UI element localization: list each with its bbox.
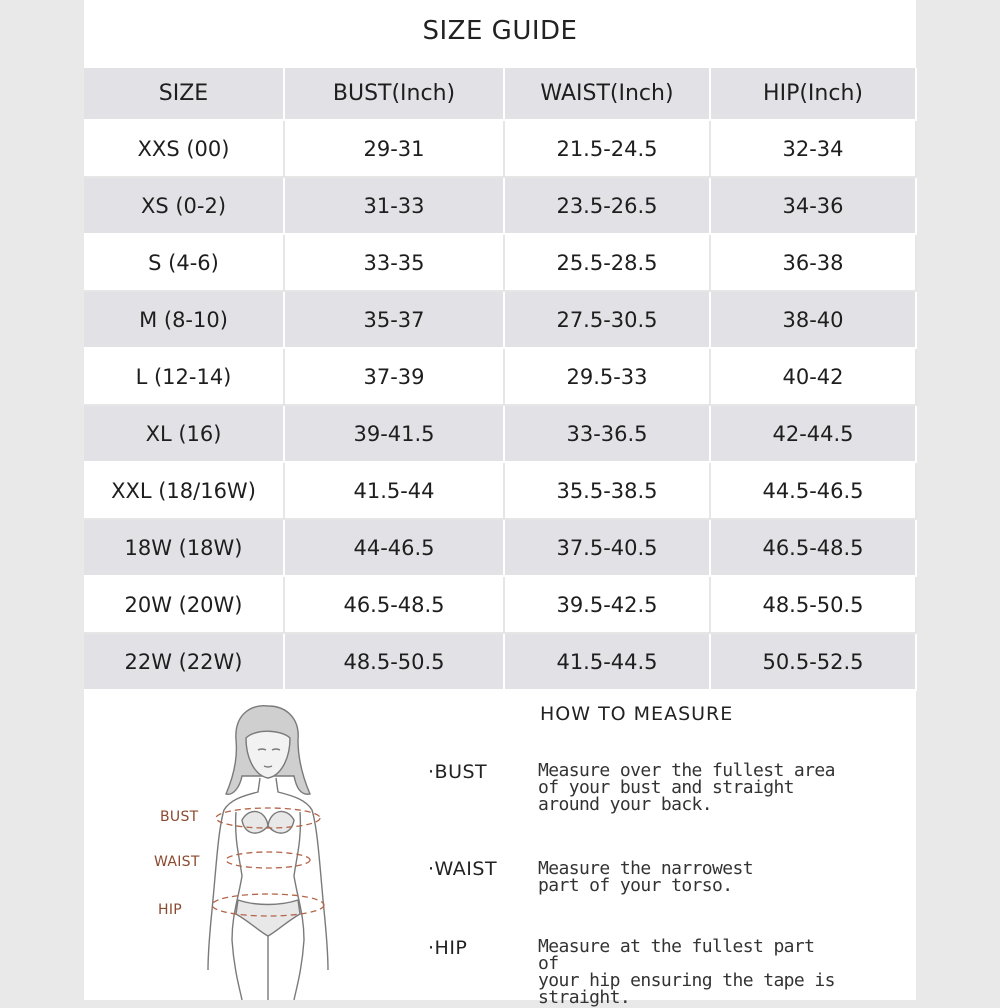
cell-size: 18W (18W) — [84, 519, 284, 576]
measure-key-waist: ·WAIST — [428, 858, 498, 880]
cell-hip: 34-36 — [710, 177, 916, 234]
cell-bust: 48.5-50.5 — [284, 633, 504, 690]
desc-line: straight. — [538, 987, 631, 1008]
how-to-measure-title: HOW TO MEASURE — [540, 703, 734, 725]
table-row — [84, 576, 916, 633]
table-row — [84, 348, 916, 405]
cell-bust: 31-33 — [284, 177, 504, 234]
cell-size: XS (0-2) — [84, 177, 284, 234]
cell-size: S (4-6) — [84, 234, 284, 291]
measure-key-bust: ·BUST — [428, 761, 488, 783]
cell-hip: 46.5-48.5 — [710, 519, 916, 576]
cell-size: 20W (20W) — [84, 576, 284, 633]
table-header-row — [84, 68, 916, 120]
table-row — [84, 177, 916, 234]
cell-size: XXS (00) — [84, 120, 284, 177]
header-hip: HIP(Inch) — [710, 68, 916, 120]
figure-label-waist: WAIST — [154, 854, 200, 870]
cell-size: XL (16) — [84, 405, 284, 462]
cell-size: M (8-10) — [84, 291, 284, 348]
desc-line: of your bust and straight — [538, 777, 794, 798]
cell-waist: 35.5-38.5 — [504, 462, 710, 519]
size-table — [84, 68, 917, 691]
cell-bust: 44-46.5 — [284, 519, 504, 576]
table-row — [84, 519, 916, 576]
cell-bust: 35-37 — [284, 291, 504, 348]
table-row — [84, 405, 916, 462]
measure-desc-bust — [538, 762, 838, 813]
cell-waist: 41.5-44.5 — [504, 633, 710, 690]
cell-hip: 48.5-50.5 — [710, 576, 916, 633]
table-row — [84, 633, 916, 690]
desc-line: Measure over the fullest area — [538, 760, 835, 781]
cell-hip: 36-38 — [710, 234, 916, 291]
cell-size: L (12-14) — [84, 348, 284, 405]
cell-hip: 40-42 — [710, 348, 916, 405]
table-row — [84, 462, 916, 519]
body-measure-figure — [150, 700, 390, 1000]
table-row — [84, 234, 916, 291]
cell-hip: 32-34 — [710, 120, 916, 177]
figure-label-hip: HIP — [158, 902, 182, 918]
body-outline-illustration — [150, 700, 390, 1000]
cell-bust: 39-41.5 — [284, 405, 504, 462]
cell-waist: 29.5-33 — [504, 348, 710, 405]
cell-hip: 42-44.5 — [710, 405, 916, 462]
cell-bust: 33-35 — [284, 234, 504, 291]
cell-hip: 50.5-52.5 — [710, 633, 916, 690]
header-bust: BUST(Inch) — [284, 68, 504, 120]
desc-line: part of your torso. — [538, 875, 733, 896]
cell-hip: 38-40 — [710, 291, 916, 348]
cell-bust: 46.5-48.5 — [284, 576, 504, 633]
cell-waist: 37.5-40.5 — [504, 519, 710, 576]
desc-line: Measure at the fullest part of — [538, 936, 815, 974]
desc-line: your hip ensuring the tape is — [538, 970, 835, 991]
measure-key-hip: ·HIP — [428, 937, 468, 959]
cell-waist: 27.5-30.5 — [504, 291, 710, 348]
header-waist: WAIST(Inch) — [504, 68, 710, 120]
cell-waist: 25.5-28.5 — [504, 234, 710, 291]
desc-line: Measure the narrowest — [538, 858, 753, 879]
cell-waist: 21.5-24.5 — [504, 120, 710, 177]
cell-size: XXL (18/16W) — [84, 462, 284, 519]
cell-waist: 33-36.5 — [504, 405, 710, 462]
measure-desc-hip — [538, 938, 838, 1006]
cell-waist: 23.5-26.5 — [504, 177, 710, 234]
desc-line: around your back. — [538, 794, 713, 815]
table-row — [84, 120, 916, 177]
page-title: SIZE GUIDE — [422, 16, 578, 46]
figure-label-bust: BUST — [160, 809, 199, 825]
cell-bust: 41.5-44 — [284, 462, 504, 519]
header-size: SIZE — [84, 68, 284, 120]
cell-waist: 39.5-42.5 — [504, 576, 710, 633]
cell-hip: 44.5-46.5 — [710, 462, 916, 519]
table-row — [84, 291, 916, 348]
cell-bust: 29-31 — [284, 120, 504, 177]
measure-desc-waist — [538, 860, 838, 894]
cell-size: 22W (22W) — [84, 633, 284, 690]
cell-bust: 37-39 — [284, 348, 504, 405]
